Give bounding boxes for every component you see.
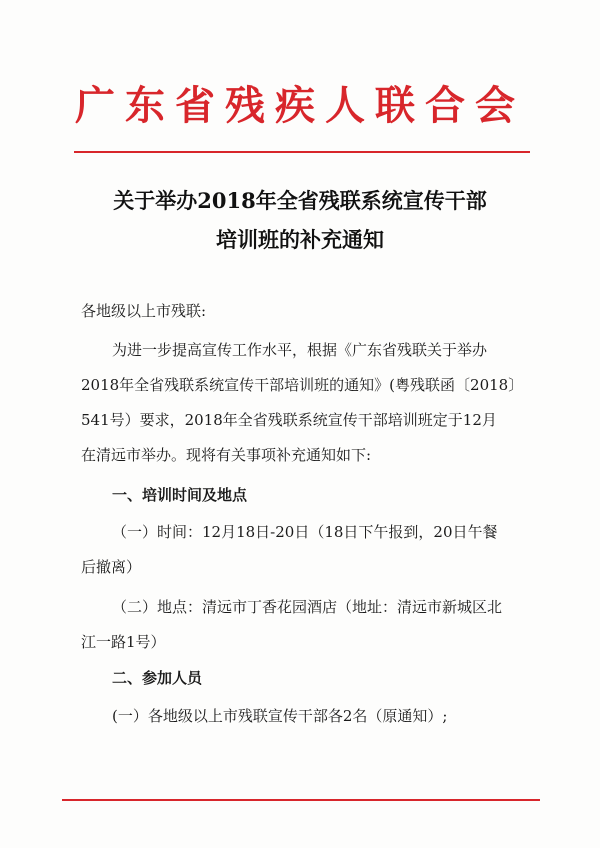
item-3-line-1: (一）各地级以上市残联宣传干部各2名（原通知）; bbox=[112, 707, 448, 725]
item-2-line-2: 江一路1号） bbox=[81, 633, 166, 651]
letterhead-red-rule bbox=[74, 151, 530, 153]
item-1-line-2: 后撤离） bbox=[81, 558, 142, 576]
letterhead-org-name: 广东省残疾人联合会 bbox=[75, 82, 525, 129]
section-heading-2: 二、参加人员 bbox=[112, 669, 203, 687]
footer-red-rule bbox=[62, 799, 540, 801]
item-1-line-1: （一）时间：12月18日-20日（18日下午报到，20日午餐 bbox=[112, 523, 498, 541]
paragraph-1-line-1: 为进一步提高宣传工作水平，根据《广东省残联关于举办 bbox=[112, 341, 488, 359]
document-title-line-1: 关于举办2018年全省残联系统宣传干部 bbox=[113, 188, 487, 213]
paragraph-1-line-2: 2018年全省残联系统宣传干部培训班的通知》(粤残联函〔2018〕 bbox=[81, 376, 524, 394]
section-heading-1: 一、培训时间及地点 bbox=[112, 486, 248, 504]
salutation: 各地级以上市残联: bbox=[81, 302, 207, 320]
paragraph-1-line-4: 在清远市举办。现将有关事项补充通知如下: bbox=[81, 446, 372, 464]
document-title-line-2: 培训班的补充通知 bbox=[216, 227, 384, 252]
paragraph-1-line-3: 541号）要求，2018年全省残联系统宣传干部培训班定于12月 bbox=[81, 411, 497, 429]
item-2-line-1: （二）地点：清远市丁香花园酒店（地址：清远市新城区北 bbox=[112, 598, 503, 616]
